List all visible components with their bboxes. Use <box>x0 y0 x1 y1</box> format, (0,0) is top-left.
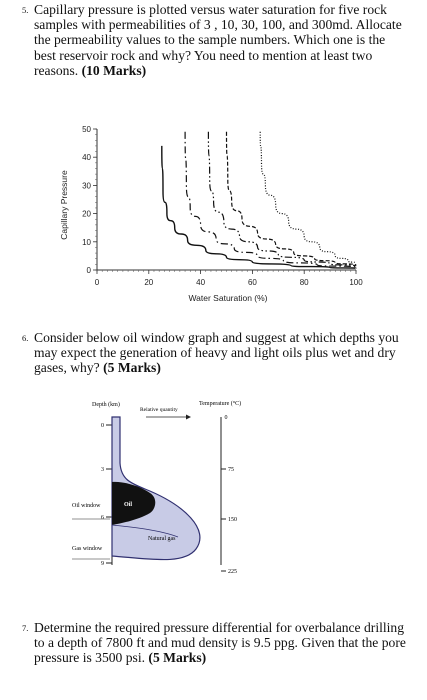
arrow-head-icon <box>186 415 191 420</box>
question-5 <box>22 2 406 78</box>
y-tick-label: 50 <box>82 125 91 134</box>
question-number: 6. <box>22 333 29 343</box>
x-tick-label: 100 <box>349 278 363 287</box>
gas-window-label: Gas window <box>72 546 103 552</box>
series-3-line <box>208 132 356 266</box>
capillary-pressure-chart <box>0 115 427 315</box>
y-tick-label: 10 <box>82 237 91 247</box>
question-text: Determine the required pressure differential for overbalance drilling to a depth of 7800 ft and mud density is 9.5 ppg. Given that the pore pressure is 3500 psi. <box>34 620 406 666</box>
question-text: Capillary pressure is plotted versus water saturation for five rock samples with permeabilities of 3 , 10, 30, 100, and 300md. Allocate the permeability values to the sample numbers. Which one is the best reservoir rock and why? You need to mention at least two reasons. <box>34 2 402 78</box>
question-number: 7. <box>22 623 29 633</box>
natural-gas-label: Natural gas <box>148 536 176 542</box>
depth-tick-label: 0 <box>101 423 104 429</box>
y-tick-label: 30 <box>82 181 91 191</box>
oil-window-diagram <box>0 395 427 595</box>
series-2-line <box>185 132 356 267</box>
x-tick-label: 40 <box>196 278 206 287</box>
temperature-tick-label: 225 <box>228 569 237 575</box>
oil-window-label: Oil window <box>72 503 101 509</box>
question-marks: (10 Marks) <box>81 62 147 78</box>
y-tick-label: 20 <box>82 209 91 219</box>
question-6 <box>22 330 406 376</box>
question-text: Consider below oil window graph and suggest at which depths you may expect the generation of heavy and light oils plus wet and dry gases, why? <box>34 330 399 376</box>
question-marks: (5 Marks) <box>148 650 207 666</box>
y-axis-label: Capillary Pressure <box>59 170 69 240</box>
question-7 <box>22 620 406 666</box>
series-5-line <box>260 132 356 263</box>
question-marks: (5 Marks) <box>103 360 161 376</box>
x-tick-label: 60 <box>247 278 257 287</box>
y-tick-label: 40 <box>82 153 91 163</box>
question-number: 5. <box>22 5 29 15</box>
x-tick-label: 20 <box>144 278 154 287</box>
temperature-tick-label: 75 <box>228 467 234 473</box>
depth-tick-label: 9 <box>101 561 104 567</box>
oil-label: Oil <box>124 502 133 508</box>
x-tick-label: 0 <box>94 278 100 287</box>
depth-tick-label: 6 <box>101 515 104 521</box>
series-4-line <box>227 132 357 265</box>
temperature-label: Temperature (°C) <box>199 401 242 407</box>
x-tick-label: 80 <box>299 278 309 287</box>
depth-tick-label: 3 <box>101 467 104 473</box>
x-axis-label: Water Saturation (%) <box>188 293 268 303</box>
temperature-tick-label: 0 <box>224 415 228 421</box>
y-tick-label: 0 <box>86 266 91 275</box>
relative-quantity-label: Relative quantity <box>140 407 178 413</box>
depth-label: Depth (km) <box>92 402 120 408</box>
temperature-tick-label: 150 <box>228 517 237 523</box>
